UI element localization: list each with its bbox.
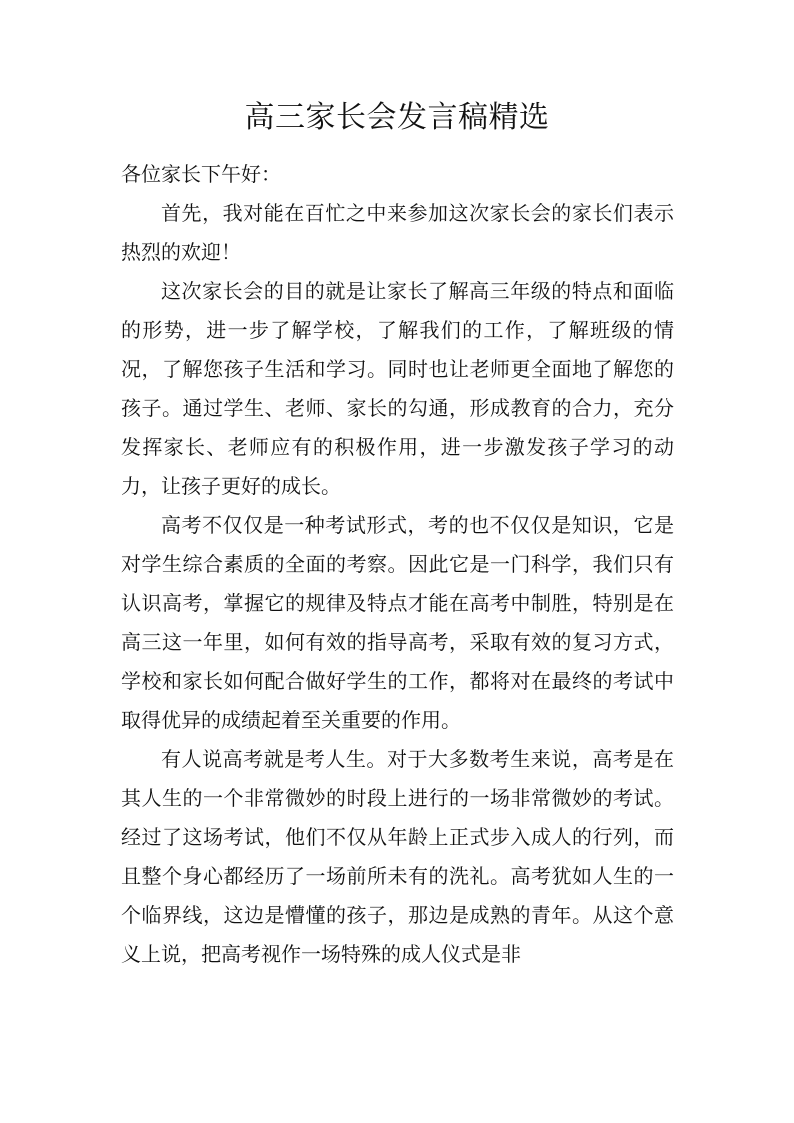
- paragraph-purpose: 这次家长会的目的就是让家长了解高三年级的特点和面临的形势，进一步了解学校，了解我们的工作，了解班级的情况，了解您孩子生活和学习。同时也让老师更全面地了解您的孩子。通过学生、老师、家长的勾通，形成教育的合力，充分发挥家长、老师应有的积极作用，进一步激发孩子学习的动力，让孩子更好的成长。: [121, 279, 674, 498]
- paragraph-exam-life: 有人说高考就是考人生。对于大多数考生来说，高考是在其人生的一个非常微妙的时段上进行的一场非常微妙的考试。经过了这场考试，他们不仅从年龄上正式步入成人的行列，而且整个身心都经历了一场前所未有的洗礼。高考犹如人生的一个临界线，这边是懵懂的孩子，那边是成熟的青年。从这个意义上说，把高考视作一场特殊的成人仪式是非: [121, 747, 674, 966]
- document-body: [121, 155, 674, 974]
- document-title: 高三家长会发言稿精选: [244, 100, 550, 135]
- paragraph-welcome: 首先，我对能在百忙之中来参加这次家长会的家长们表示热烈的欢迎！: [121, 201, 674, 264]
- paragraph-exam-science: 高考不仅仅是一种考试形式，考的也不仅仅是知识，它是对学生综合素质的全面的考察。因此它是一门科学，我们只有认识高考，掌握它的规律及特点才能在高考中制胜，特别是在高三这一年里，如何有效的指导高考，采取有效的复习方式，学校和家长如何配合做好学生的工作，都将对在最终的考试中取得优异的成绩起着至关重要的作用。: [121, 513, 674, 732]
- greeting-line: 各位家长下午好：: [121, 162, 281, 186]
